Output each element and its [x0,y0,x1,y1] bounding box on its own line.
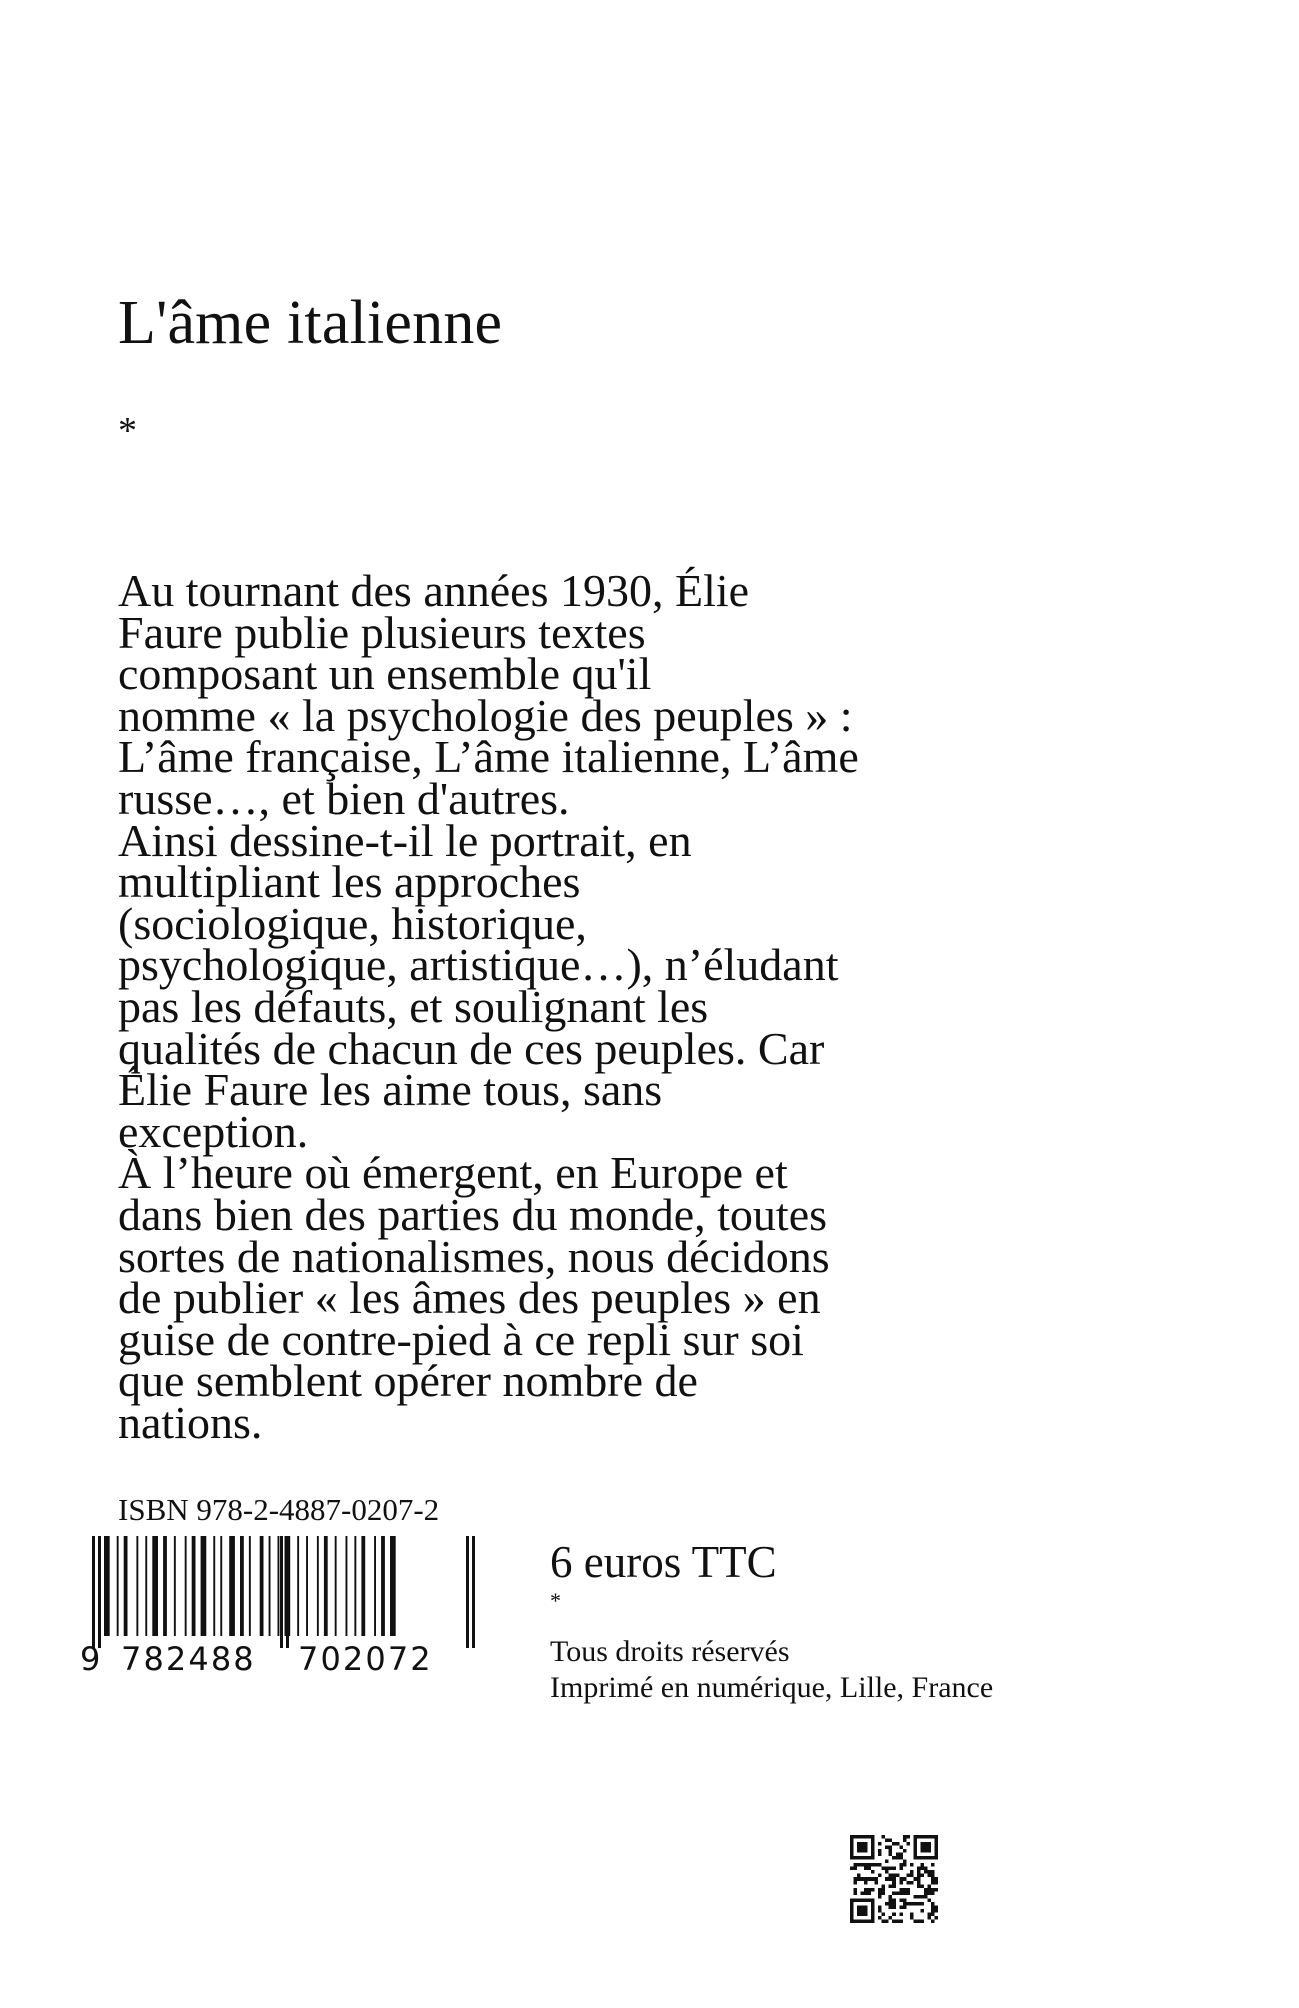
qr-module [885,1870,889,1874]
blurb-line: nomme « la psychologie des peuples » : [118,689,853,741]
qr-module [878,1905,882,1909]
barcode-bar [346,1536,348,1636]
qr-module [906,1902,910,1906]
barcode-bar [136,1536,138,1636]
qr-module [906,1888,910,1892]
qr-module [857,1863,861,1867]
blurb-line: Faure publie plusieurs textes [118,606,646,658]
blurb-line: Au tournant des années 1930, Élie [118,565,750,616]
qr-module [920,1919,924,1923]
qr-module [934,1888,938,1892]
qr-module [910,1912,914,1916]
qr-module [903,1849,907,1853]
qr-module [885,1839,889,1843]
qr-module [899,1888,903,1892]
blurb-line: exception. [118,1105,309,1157]
qr-module [892,1902,896,1906]
qr-module [892,1842,896,1846]
qr-module [868,1877,872,1881]
price-separator: * [550,1588,561,1613]
qr-module [892,1856,896,1860]
qr-module [924,1888,928,1892]
qr-module [924,1895,928,1899]
qr-module [917,1902,921,1906]
blurb-line: Élie Faure les aime tous, sans [118,1064,663,1116]
barcode-guard-bar [280,1536,283,1648]
qr-module [920,1895,924,1899]
qr-finder [913,1835,938,1839]
isbn-label: ISBN 978-2-4887-0207-2 [118,1492,440,1527]
qr-module [920,1884,924,1888]
qr-module [889,1853,893,1857]
qr-module [864,1881,868,1885]
qr-module [910,1902,914,1906]
qr-module [864,1891,868,1895]
qr-module [885,1846,889,1850]
qr-module [889,1895,893,1899]
qr-module [906,1874,910,1878]
qr-module [878,1891,882,1895]
qr-module [885,1860,889,1864]
barcode-guard-bar [286,1536,289,1648]
qr-module [882,1919,886,1923]
price: 6 euros TTC [550,1537,777,1587]
qr-module [913,1877,917,1881]
qr-finder [913,1835,917,1860]
qr-module [917,1881,921,1885]
qr-module [931,1863,935,1867]
qr-module [903,1891,907,1895]
qr-module [892,1881,896,1885]
barcode-bar [124,1536,128,1636]
qr-module [903,1839,907,1843]
barcode-bar [374,1536,376,1636]
qr-module [903,1877,907,1881]
qr-finder [913,1856,938,1860]
qr-finder [850,1835,854,1860]
qr-module [920,1874,924,1878]
qr-module [917,1874,921,1878]
barcode-guard-bar [92,1536,95,1648]
blurb-line: nations. [118,1396,263,1448]
qr-module [913,1902,917,1906]
qr-module [896,1919,900,1923]
qr-finder [850,1898,875,1902]
qr-module [889,1849,893,1853]
qr-module [896,1853,900,1857]
barcode-bar [185,1536,187,1636]
qr-module [857,1877,861,1881]
qr-module [885,1902,889,1906]
barcode-bar [174,1536,176,1636]
barcode-bar [240,1536,244,1636]
barcode-bar [152,1536,158,1636]
qr-module [854,1877,858,1881]
qr-module [854,1891,858,1895]
blurb-line: guise de contre-pied à ce repli sur soi [118,1313,804,1365]
barcode-bar [306,1536,308,1636]
qr-module [864,1888,868,1892]
qr-finder [871,1898,875,1923]
qr-module [889,1884,893,1888]
barcode-bar [145,1536,147,1636]
qr-module [871,1877,875,1881]
qr-module [910,1916,914,1920]
qr-module [896,1891,900,1895]
qr-module [927,1874,931,1878]
barcode-bar [260,1536,264,1636]
qr-module [899,1912,903,1916]
qr-module [892,1898,896,1902]
qr-module [913,1895,917,1899]
qr-module [861,1877,865,1881]
qr-module [917,1867,921,1871]
qr-module [903,1898,907,1902]
qr-module [889,1877,893,1881]
qr-module [927,1912,931,1916]
barcode-bar [390,1536,396,1636]
qr-module [934,1881,938,1885]
blurb-line: psychologique, artistique…), n’éludant [118,939,839,991]
qr-module [910,1881,914,1885]
qr-module [875,1863,879,1867]
qr-module [931,1874,935,1878]
qr-finder [920,1842,931,1853]
qr-module [854,1867,858,1871]
qr-module [910,1870,914,1874]
blurb-line: dans bien des parties du monde, toutes [118,1188,828,1240]
qr-module [899,1891,903,1895]
barcode-bar [249,1536,251,1636]
blurb-line: multipliant les approches [118,856,581,908]
rights-text: Tous droits réservés [550,1635,790,1668]
qr-finder [850,1856,875,1860]
barcode-digits [80,1640,480,1687]
qr-module [896,1874,900,1878]
qr-module [871,1870,875,1874]
qr-module [917,1884,921,1888]
qr-module [882,1888,886,1892]
qr-module [889,1839,893,1843]
qr-module [927,1916,931,1920]
isbn-barcode [80,1536,480,1648]
qr-module [885,1867,889,1871]
barcode-bar [201,1536,207,1636]
qr-module [931,1870,935,1874]
barcode-bar [335,1536,337,1636]
qr-module [892,1874,896,1878]
qr-module [899,1846,903,1850]
qr-module [927,1884,931,1888]
rights-block [550,1634,993,1706]
qr-module [913,1919,917,1923]
qr-module [899,1853,903,1857]
qr-module [927,1898,931,1902]
blurb-line: L’âme française, L’âme italienne, L’âme [118,731,859,783]
barcode-digits-right: 702072 [298,1640,433,1678]
title-separator: * [118,410,137,452]
qr-module [910,1863,914,1867]
qr-code-icon [850,1835,938,1923]
barcode-bar [361,1536,365,1636]
qr-module [917,1895,921,1899]
qr-module [920,1867,924,1871]
qr-module [854,1881,858,1885]
qr-module [857,1874,861,1878]
qr-module [892,1919,896,1923]
qr-module [917,1877,921,1881]
qr-module [882,1912,886,1916]
qr-module [931,1912,935,1916]
qr-module [878,1895,882,1899]
qr-module [878,1853,882,1857]
qr-module [906,1881,910,1885]
qr-module [931,1905,935,1909]
qr-module [917,1870,921,1874]
qr-module [927,1891,931,1895]
barcode-bar [192,1536,196,1636]
qr-module [920,1909,924,1913]
barcode-bar [213,1536,215,1636]
qr-module [861,1863,865,1867]
blurb-line: À l’heure où émergent, en Europe et [118,1147,788,1199]
qr-finder [934,1835,938,1860]
qr-module [892,1867,896,1871]
qr-module [885,1919,889,1923]
qr-module [924,1867,928,1871]
barcode-guard-bar [466,1536,469,1648]
barcode-digits-left: 782488 [121,1640,256,1678]
qr-module [889,1846,893,1850]
qr-module [924,1870,928,1874]
qr-module [868,1863,872,1867]
qr-module [896,1842,900,1846]
qr-module [931,1909,935,1913]
qr-module [899,1898,903,1902]
qr-module [899,1877,903,1881]
qr-module [899,1919,903,1923]
qr-module [889,1867,893,1871]
blurb-line: sortes de nationalismes, nous décidons [118,1230,830,1282]
qr-finder [871,1835,875,1860]
qr-module [903,1860,907,1864]
qr-module [885,1877,889,1881]
qr-module [896,1856,900,1860]
qr-module [920,1863,924,1867]
qr-module [871,1888,875,1892]
qr-module [917,1919,921,1923]
qr-module [924,1891,928,1895]
barcode-bar [278,1536,280,1636]
qr-module [906,1891,910,1895]
qr-module [868,1888,872,1892]
qr-module [878,1849,882,1853]
qr-module [903,1863,907,1867]
qr-module [892,1877,896,1881]
qr-module [903,1888,907,1892]
qr-module [906,1835,910,1839]
qr-module [931,1891,935,1895]
qr-module [864,1877,868,1881]
barcode-bar [324,1536,328,1636]
qr-module [899,1867,903,1871]
qr-code-modules [850,1835,938,1923]
qr-module [889,1916,893,1920]
blurb-line: de publier « les âmes des peuples » en [118,1272,821,1324]
qr-module [875,1877,879,1881]
blurb-line: russe…, et bien d'autres. [118,772,570,824]
qr-module [882,1867,886,1871]
qr-module [882,1884,886,1888]
qr-finder [850,1835,875,1839]
qr-module [903,1835,907,1839]
barcode-bar [354,1536,356,1636]
qr-module [889,1902,893,1906]
qr-module [910,1874,914,1878]
qr-finder [850,1898,854,1923]
qr-module [931,1877,935,1881]
qr-module [906,1842,910,1846]
qr-module [854,1863,858,1867]
barcode-bar [229,1536,235,1636]
qr-module [892,1891,896,1895]
qr-module [931,1888,935,1892]
qr-module [854,1888,858,1892]
barcode-bar [381,1536,385,1636]
qr-module [878,1916,882,1920]
barcode-bar [220,1536,222,1636]
barcode-digit-lead: 9 [80,1640,103,1678]
qr-module [931,1881,935,1885]
qr-module [899,1881,903,1885]
qr-module [850,1867,854,1871]
qr-module [878,1909,882,1913]
barcode-bar [269,1536,271,1636]
qr-module [868,1867,872,1871]
qr-module [882,1835,886,1839]
qr-module [899,1905,903,1909]
qr-module [934,1905,938,1909]
blurb-line: (sociologique, historique, [118,897,587,949]
qr-module [871,1863,875,1867]
qr-module [892,1905,896,1909]
barcode-guard-bar [98,1536,101,1648]
qr-finder [850,1919,875,1923]
blurb-line: Ainsi dessine-t-il le portrait, en [118,814,692,866]
qr-module [889,1905,893,1909]
qr-module [927,1870,931,1874]
printing-text: Imprimé en numérique, Lille, France [550,1671,994,1704]
qr-module [934,1877,938,1881]
blurb-line: qualités de chacun de ces peuples. Car [118,1022,825,1074]
qr-module [878,1842,882,1846]
qr-module [934,1909,938,1913]
qr-module [892,1884,896,1888]
qr-module [864,1867,868,1871]
qr-module [931,1919,935,1923]
barcode-bar [163,1536,167,1636]
qr-module [899,1863,903,1867]
barcode-bar [317,1536,319,1636]
qr-module [889,1874,893,1878]
qr-finder [857,1842,868,1853]
qr-module [903,1905,907,1909]
barcode-bar [297,1536,299,1636]
qr-module [861,1891,865,1895]
qr-module [889,1898,893,1902]
qr-module [920,1902,924,1906]
qr-module [882,1891,886,1895]
qr-module [868,1891,872,1895]
blurb-line: que semblent opérer nombre de [118,1355,698,1407]
barcode-bars [80,1536,480,1648]
qr-module [931,1902,935,1906]
qr-module [903,1902,907,1906]
barcode-bar [117,1536,119,1636]
barcode-guard-bar [472,1536,475,1648]
blurb-line: pas les défauts, et soulignant les [118,980,709,1032]
barcode-bar [104,1536,110,1636]
qr-module [864,1863,868,1867]
qr-finder [857,1905,868,1916]
qr-module [892,1912,896,1916]
book-title: L'âme italienne [118,289,503,357]
qr-module [878,1888,882,1892]
qr-module [899,1856,903,1860]
qr-module [878,1874,882,1878]
blurb-line: composant un ensemble qu'il [118,648,652,700]
qr-module [927,1888,931,1892]
qr-module [934,1916,938,1920]
qr-module [878,1863,882,1867]
back-cover-blurb [118,565,1018,1448]
qr-module [875,1881,879,1885]
